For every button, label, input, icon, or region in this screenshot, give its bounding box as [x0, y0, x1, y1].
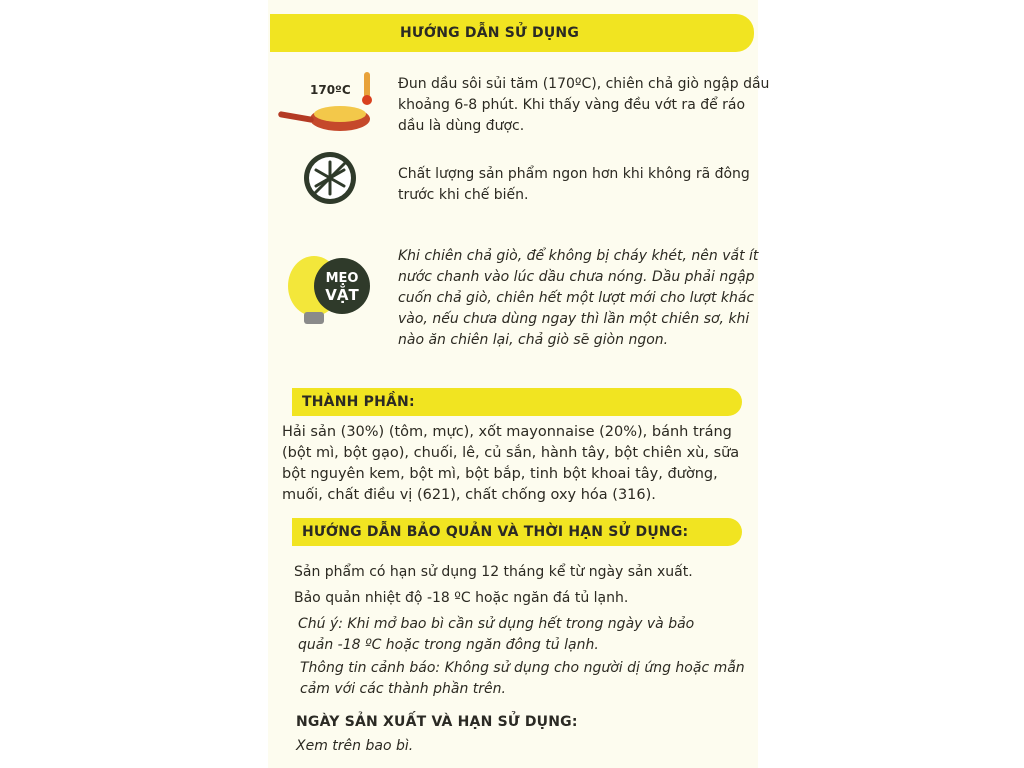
usage-step-2: Chất lượng sản phẩm ngon hơn khi không rã đông trước khi chế biến.: [398, 166, 750, 203]
usage-banner: [270, 14, 754, 52]
ingredients-banner: [292, 388, 742, 416]
tip-label-1: MẸO: [325, 271, 359, 286]
lightbulb-icon: [286, 246, 378, 330]
snowflake-icon: [302, 150, 358, 206]
storage-note: Chú ý: Khi mở bao bì cần sử dụng hết trong ngày và bảo quản -18 ºC hoặc trong ngăn đông tủ lạnh.: [298, 616, 695, 653]
dates-title: NGÀY SẢN XUẤT VÀ HẠN SỬ DỤNG:: [296, 714, 578, 730]
storage-line-1: Sản phẩm có hạn sử dụng 12 tháng kể từ ngày sản xuất.: [294, 564, 693, 580]
frying-pan-icon: [270, 64, 380, 144]
usage-title: HƯỚNG DẪN SỬ DỤNG: [400, 25, 580, 41]
ingredients-title: THÀNH PHẦN:: [302, 394, 415, 410]
thermometer-icon: [364, 72, 370, 98]
tip-text: Khi chiên chả giò, để không bị cháy khét, nên vắt ít nước chanh vào lúc dầu chưa nóng. Dầu phải ngập cuốn chả giò, chiên hết một lượt mới cho lượt khác vào, nếu chưa dùng ngay thì lần một chiên sơ, khi nào ăn chiên lại, chả giò sẽ giòn ngon.: [398, 248, 759, 348]
usage-step-1: Đun dầu sôi sủi tăm (170ºC), chiên chả giò ngập dầu khoảng 6-8 phút. Khi thấy vàng đều vớt ra để ráo dầu là dùng được.: [398, 76, 770, 134]
storage-banner: [292, 518, 742, 546]
temp-label: 170ºC: [310, 83, 351, 97]
dates-text: Xem trên bao bì.: [296, 738, 414, 754]
ingredients-text: Hải sản (30%) (tôm, mực), xốt mayonnaise (20%), bánh tráng (bột mì, bột gạo), chuối, lê, củ sắn, hành tây, bột chiên xù, sữa bột nguyên kem, bột mì, bột bắp, tinh bột khoai tây, đường, muối, chất điều vị (621), chất chống oxy hóa (316).: [282, 424, 740, 503]
storage-title: HƯỚNG DẪN BẢO QUẢN VÀ THỜI HẠN SỬ DỤNG:: [302, 524, 689, 540]
tip-label-2: VẶT: [325, 286, 359, 304]
storage-line-2: Bảo quản nhiệt độ -18 ºC hoặc ngăn đá tủ lạnh.: [294, 590, 629, 606]
storage-warning: Thông tin cảnh báo: Không sử dụng cho người dị ứng hoặc mẫn cảm với các thành phần trên.: [300, 660, 745, 697]
